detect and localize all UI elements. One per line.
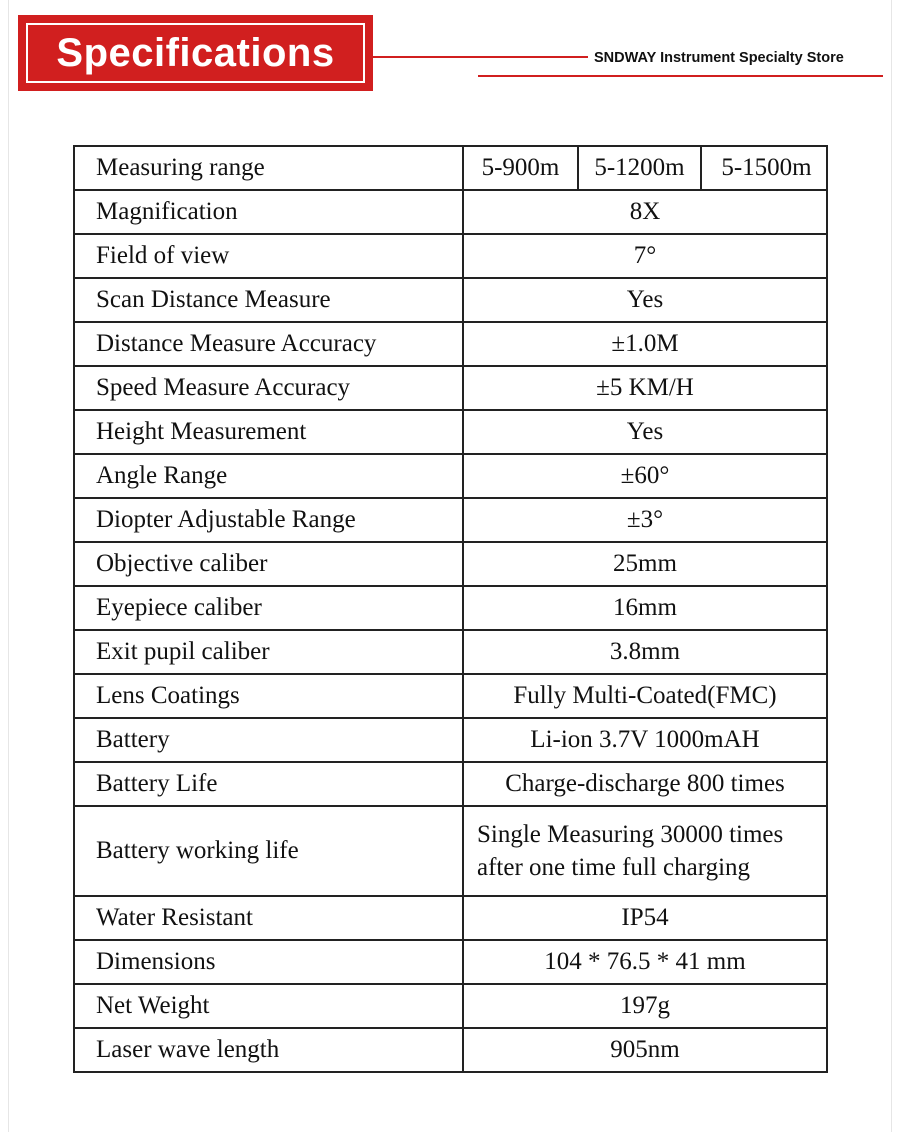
spec-value: IP54 [463, 896, 827, 940]
spec-label: Angle Range [74, 454, 463, 498]
spec-value: ±60° [463, 454, 827, 498]
spec-value: Yes [463, 410, 827, 454]
table-row [74, 806, 827, 896]
page-title: Specifications [26, 23, 365, 83]
spec-value: 8X [463, 190, 827, 234]
page-frame-right [891, 0, 892, 1132]
table-row [74, 896, 827, 940]
table-row [74, 718, 827, 762]
spec-label: Exit pupil caliber [74, 630, 463, 674]
table-row [74, 762, 827, 806]
spec-label: Distance Measure Accuracy [74, 322, 463, 366]
specifications-table [73, 145, 828, 1073]
table-row [74, 1028, 827, 1072]
table-row [74, 278, 827, 322]
table-row [74, 498, 827, 542]
spec-label: Battery working life [74, 806, 463, 896]
table-row [74, 542, 827, 586]
spec-value: ±5 KM/H [463, 366, 827, 410]
spec-label: Dimensions [74, 940, 463, 984]
spec-label: Scan Distance Measure [74, 278, 463, 322]
spec-value-line: after one time full charging [477, 854, 751, 881]
spec-value: ±1.0M [463, 322, 827, 366]
spec-label: Objective caliber [74, 542, 463, 586]
page-frame-left [8, 0, 9, 1132]
table-row [74, 146, 827, 190]
spec-label: Laser wave length [74, 1028, 463, 1072]
range-option-900: 5-900m [481, 154, 560, 181]
spec-value: Yes [463, 278, 827, 322]
table-row [74, 366, 827, 410]
spec-label: Height Measurement [74, 410, 463, 454]
store-name: SNDWAY Instrument Specialty Store [594, 50, 844, 66]
table-row [74, 940, 827, 984]
table-row [74, 586, 827, 630]
spec-label: Net Weight [74, 984, 463, 1028]
table-row [74, 984, 827, 1028]
table-row [74, 190, 827, 234]
table-row [74, 674, 827, 718]
spec-value: Li-ion 3.7V 1000mAH [463, 718, 827, 762]
spec-value: 197g [463, 984, 827, 1028]
spec-label: Battery Life [74, 762, 463, 806]
spec-value: 7° [463, 234, 827, 278]
spec-label: Magnification [74, 190, 463, 234]
spec-value-line: Single Measuring 30000 times [477, 821, 784, 848]
spec-value: 3.8mm [463, 630, 827, 674]
spec-label: Field of view [74, 234, 463, 278]
header-divider-lower [478, 75, 883, 77]
range-option-1200: 5-1200m [577, 147, 700, 189]
header-divider-upper [373, 56, 588, 58]
table-row [74, 322, 827, 366]
measuring-range-values [463, 146, 827, 190]
table-row [74, 234, 827, 278]
spec-label: Eyepiece caliber [74, 586, 463, 630]
spec-value: 25mm [463, 542, 827, 586]
range-option-1500: 5-1500m [700, 147, 831, 189]
spec-label: Measuring range [74, 146, 463, 190]
spec-value: 16mm [463, 586, 827, 630]
table-row [74, 410, 827, 454]
spec-value [463, 806, 827, 896]
spec-value: Fully Multi-Coated(FMC) [463, 674, 827, 718]
spec-value: 905nm [463, 1028, 827, 1072]
spec-label: Battery [74, 718, 463, 762]
table-row [74, 630, 827, 674]
spec-label: Water Resistant [74, 896, 463, 940]
table-row [74, 454, 827, 498]
specifications-banner [18, 15, 373, 91]
spec-label: Lens Coatings [74, 674, 463, 718]
spec-value: Charge-discharge 800 times [463, 762, 827, 806]
spec-label: Diopter Adjustable Range [74, 498, 463, 542]
spec-label: Speed Measure Accuracy [74, 366, 463, 410]
spec-value: ±3° [463, 498, 827, 542]
spec-value: 104 * 76.5 * 41 mm [463, 940, 827, 984]
